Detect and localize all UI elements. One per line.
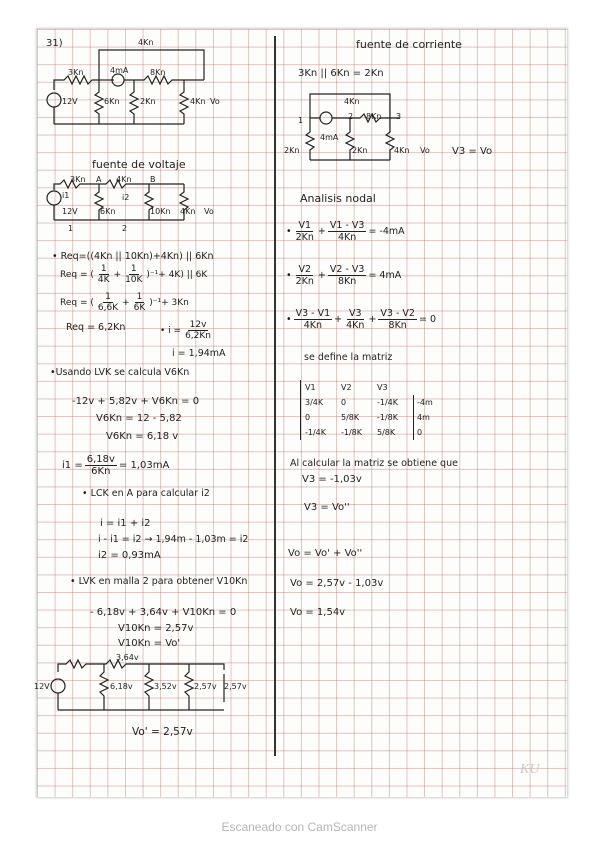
lvk2-eq-2: V10Kn = 2,57v xyxy=(118,623,194,634)
matrix-cell: 0 xyxy=(341,398,347,407)
n2-a-num: V2 xyxy=(298,264,312,275)
circuit4-label-vo: Vo xyxy=(420,146,430,155)
current-i-result: i = 1,94mA xyxy=(172,348,226,359)
n1-a-num: V1 xyxy=(298,220,312,231)
req3-n1: 1 xyxy=(105,292,111,302)
circuit1-label-r2: 8Kn xyxy=(150,68,166,77)
n3-rhs: = 0 xyxy=(418,314,436,325)
req2-plus: + xyxy=(113,269,122,280)
i-pre: • i = xyxy=(160,325,182,336)
req3-d2: 6K xyxy=(133,303,146,313)
circuit4-label-r1: 2Kn xyxy=(284,146,300,155)
n2-b-num: V2 - V3 xyxy=(329,264,365,275)
superposition-eq-2: Vo = 2,57v - 1,03v xyxy=(290,578,384,589)
matrix-cell: -1/8K xyxy=(341,428,363,437)
circuit4-node-3: 3 xyxy=(396,112,402,121)
circuit1-label-cs: 4mA xyxy=(110,66,129,75)
i1-num: 6,18v xyxy=(86,454,115,465)
req3-d1: 6,6K xyxy=(97,303,119,313)
n3-c-num: V3 - V2 xyxy=(380,308,415,319)
problem-number: 31) xyxy=(46,38,63,49)
i1-den: 6Kn xyxy=(91,466,111,477)
voltage-source-heading: fuente de voltaje xyxy=(92,158,186,171)
circuit2-label-i2: i2 xyxy=(122,193,130,202)
req3-n2: 1 xyxy=(136,292,143,302)
matrix xyxy=(300,380,433,440)
n3-a-num: V3 - V1 xyxy=(295,308,331,319)
i-num: 12v xyxy=(189,320,207,330)
nodal-eq-1: • $\frac{V1}{2Kn}$ + $\frac{V1 - V3}{4Kn}$ = -4mA xyxy=(286,220,405,243)
lvk-eq-2: V6Kn = 12 - 5,82 xyxy=(96,413,182,424)
n1-a-den: 2Kn xyxy=(295,232,314,243)
matrix-header-cell: V2 xyxy=(341,383,352,392)
circuit2-label-r3: 6Kn xyxy=(100,207,116,216)
req2-d1: 4K xyxy=(97,275,110,285)
n2-rhs: = 4mA xyxy=(368,270,402,281)
circuit1-label-r3: 6Kn xyxy=(104,97,120,106)
n1-b-den: 4Kn xyxy=(338,232,357,243)
lck-eq-1: i = i1 + i2 xyxy=(100,518,151,529)
scanner-watermark: Escaneado con CamScanner xyxy=(221,820,378,834)
circuit4-node-1: 1 xyxy=(298,116,304,125)
circuit1-label-top: 4Kn xyxy=(138,38,154,47)
circuit3-label-v2: 6,18v xyxy=(110,682,133,691)
n3-c-den: 8Kn xyxy=(388,320,407,331)
lck-eq-2: i - i1 = i2 → 1,94m - 1,03m = i2 xyxy=(98,534,249,545)
circuit2-label-r4: 10Kn xyxy=(150,207,171,216)
matrix-row xyxy=(305,410,433,425)
nodal-heading: Analisis nodal xyxy=(300,192,376,205)
circuit3-label-src: 12V xyxy=(34,682,50,691)
lvk2-heading: • LVK en malla 2 para obtener V10Kn xyxy=(70,576,248,587)
superposition-eq-1: Vo = Vo' + Vo'' xyxy=(288,548,363,559)
i1-post: = 1,03mA xyxy=(118,460,170,471)
calc-heading: Al calcular la matriz se obtiene que xyxy=(290,458,458,469)
req-line-3 xyxy=(60,292,189,313)
lvk2-eq-3: V10Kn = Vo' xyxy=(118,638,181,649)
circuit3-label-v3: 3,52v xyxy=(154,682,177,691)
n1-rhs: = -4mA xyxy=(368,226,405,237)
circuit3-label-v5: 2,57v xyxy=(224,682,247,691)
current-i-eq xyxy=(160,320,215,341)
matrix-cell: -1/4K xyxy=(377,398,399,407)
circuit2-label-r2: 4Kn xyxy=(116,175,132,184)
req-line-1: • Req=((4Kn || 10Kn)+4Kn) || 6Kn xyxy=(52,251,214,262)
v3-equals-vo: V3 = Vo xyxy=(452,146,493,157)
parallel-eq: 3Kn || 6Kn = 2Kn xyxy=(298,68,384,79)
matrix-cell: 4m xyxy=(413,410,430,425)
circuit2-label-r5: 4Kn xyxy=(180,207,196,216)
req-line-2 xyxy=(60,264,207,285)
req2-n1: 1 xyxy=(100,264,107,274)
circuit4-label-cs: 4mA xyxy=(320,133,339,142)
n1-b-num: V1 - V3 xyxy=(329,220,365,231)
circuit-diagram-2 xyxy=(44,176,274,236)
circuit4-label-r8: 8Kn xyxy=(366,112,382,121)
matrix-cell: 0 xyxy=(413,425,422,440)
matrix-cell: -4m xyxy=(413,395,433,410)
req2-pre: Req = ( xyxy=(60,269,94,280)
n2-b-den: 8Kn xyxy=(338,276,357,287)
circuit2-label-vo: Vo xyxy=(204,207,214,216)
lvk2-eq-1: - 6,18v + 3,64v + V10Kn = 0 xyxy=(90,607,237,618)
v3-equals-vo2: V3 = Vo'' xyxy=(304,502,350,513)
req2-post: )⁻¹+ 4K) || 6K xyxy=(146,269,208,280)
circuit2-mesh-1: 1 xyxy=(68,224,74,233)
circuit-diagram-4 xyxy=(300,88,430,168)
matrix-row xyxy=(305,425,433,440)
matrix-header xyxy=(305,380,433,395)
circuit2-label-b: B xyxy=(150,175,156,184)
circuit1-label-vo: Vo xyxy=(210,97,220,106)
i1-eq xyxy=(62,454,169,477)
i1-pre: i1 = xyxy=(62,460,83,471)
column-divider xyxy=(274,36,276,756)
n3-b-den: 4Kn xyxy=(346,320,365,331)
circuit4-label-r2: 2Kn xyxy=(352,146,368,155)
circuit-diagram-1 xyxy=(44,40,274,140)
matrix-cell: -1/4K xyxy=(305,428,327,437)
circuit3-label-v1: 3,64v xyxy=(116,653,139,662)
circuit2-label-r1: 3Kn xyxy=(70,175,86,184)
matrix-cell: 5/8K xyxy=(377,428,396,437)
matrix-row xyxy=(305,395,433,410)
req-result: Req = 6,2Kn xyxy=(66,322,126,333)
req3-plus: + xyxy=(122,297,130,308)
camscanner-logo: KU xyxy=(520,762,540,777)
circuit4-label-top: 4Kn xyxy=(344,97,360,106)
nodal-eq-3: • $\frac{V3 - V1}{4Kn}$ + $\frac{V3}{4Kn}$ + $\frac{V3 - V2}{8Kn}$ = 0 xyxy=(286,308,436,331)
matrix-cell: -1/8K xyxy=(377,413,399,422)
circuit1-label-r5: 4Kn xyxy=(190,97,206,106)
circuit2-label-a: A xyxy=(96,175,102,184)
n3-a-den: 4Kn xyxy=(303,320,323,331)
lck-heading: • LCK en A para calcular i2 xyxy=(82,488,210,499)
superposition-eq-3: Vo = 1,54v xyxy=(290,607,346,618)
v3-result: V3 = -1,03v xyxy=(302,474,362,485)
lvk-heading: •Usando LVK se calcula V6Kn xyxy=(50,367,190,378)
nodal-eq-2: • $\frac{V2}{2Kn}$ + $\frac{V2 - V3}{8Kn}$ = 4mA xyxy=(286,264,402,287)
n2-a-den: 2Kn xyxy=(295,276,314,287)
req3-post: )⁻¹+ 3Kn xyxy=(149,297,189,308)
req2-d2: 10K xyxy=(125,275,143,285)
circuit4-node-2: 2 xyxy=(348,112,354,121)
matrix-cell: 0 xyxy=(305,413,311,422)
circuit2-label-i1: i1 xyxy=(62,191,70,200)
matrix-cell: 3/4K xyxy=(305,398,324,407)
lvk-eq-1: -12v + 5,82v + V6Kn = 0 xyxy=(72,396,200,407)
circuit4-label-r3: 4Kn xyxy=(394,146,410,155)
matrix-header-cell: V3 xyxy=(377,383,388,392)
circuit3-label-v4: 2,57v xyxy=(194,682,217,691)
req3-pre: Req = ( xyxy=(60,297,94,308)
n3-b-num: V3 xyxy=(349,308,362,319)
lck-eq-3: i2 = 0,93mA xyxy=(98,550,161,561)
circuit2-label-src: 12V xyxy=(62,207,78,216)
matrix-header-cell: V1 xyxy=(305,383,316,392)
vo-prime-result: Vo' = 2,57v xyxy=(132,726,193,738)
lvk-eq-3: V6Kn = 6,18 v xyxy=(106,431,179,442)
req2-n2: 1 xyxy=(130,264,137,274)
circuit1-label-r1: 3Kn xyxy=(68,68,84,77)
matrix-cell: 5/8K xyxy=(341,413,360,422)
circuit1-label-src: 12V xyxy=(62,97,78,106)
matrix-heading: se define la matriz xyxy=(304,352,393,363)
circuit2-mesh-2: 2 xyxy=(122,224,128,233)
circuit1-label-r4: 2Kn xyxy=(140,97,156,106)
current-source-heading: fuente de corriente xyxy=(356,38,462,51)
i-den: 6,2Kn xyxy=(185,331,211,341)
